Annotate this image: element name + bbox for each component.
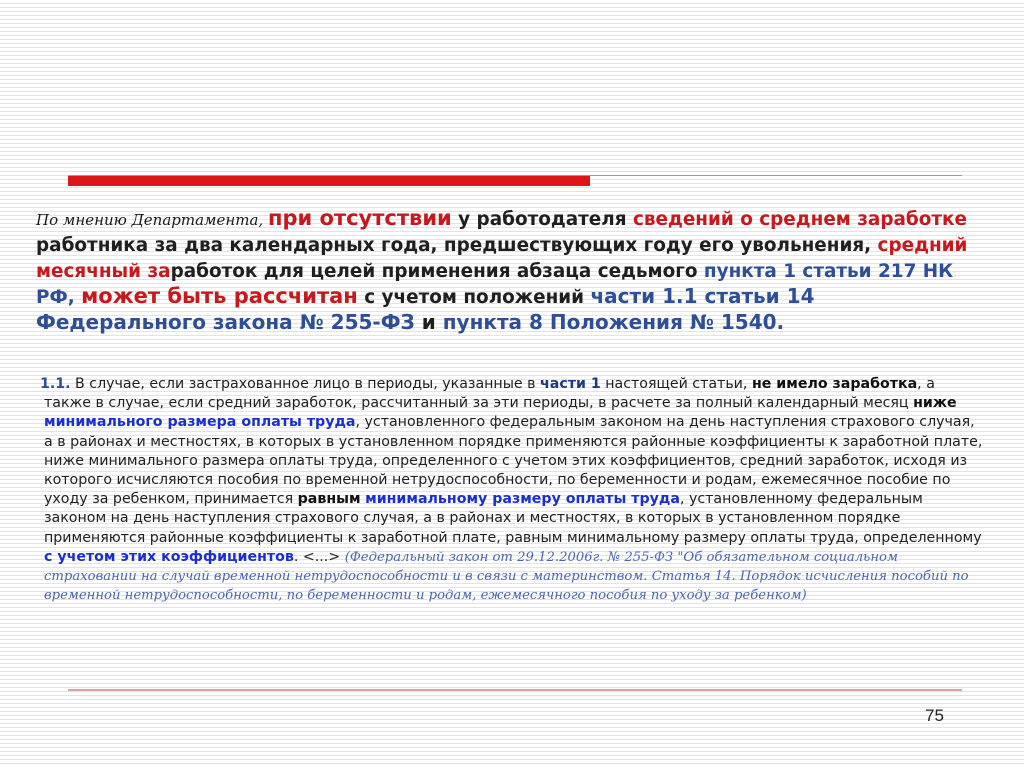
text-run-blue-big: части 1.1 статьи 14 Федерального закона № 255-ФЗ: [36, 283, 815, 335]
text-run-src: (Федеральный закон от 29.12.2006г. № 255-ФЗ "Об обязательном социальном страховании на случай временной нетрудоспособности и в связи с материнством. Статья 14. Порядок исчисления пособий по временной нетрудоспособности, по беременности и родам, ежемесячного пособия по уходу за ребенком): [44, 549, 969, 604]
text-run-normal: настоящей статьи,: [600, 376, 752, 392]
text-run-normal: у работодателя: [451, 209, 633, 230]
text-run-blue: с учетом этих коэффициентов: [44, 548, 294, 565]
text-run-red-big: может быть рассчитан: [81, 283, 358, 308]
law-quote-paragraph: [40, 375, 984, 605]
text-run-normal: работника за два календарных года, предшествующих году его увольнения,: [36, 235, 878, 257]
text-run-intro: По мнению Департамента,: [36, 211, 268, 229]
text-run-normal: , а также в случае, если средний заработок, рассчитанный за эти периоды, в расчете за полный календарный месяц: [44, 376, 935, 412]
text-run-normal: , установленного федеральным законом на день наступления страхового случая, а в районах и местностях, в которых в установленном порядке применяются районные коэффициенты к заработной плате, ниже минимального размера оплаты труда, определенного с учетом этих коэффициентов, средний заработок, исходя из которого исчисляются пособия по временной нетрудоспособности, по беременности и родам, ежемесячное пособие по уходу за ребенком, принимается: [44, 414, 983, 508]
text-run-navy: части 1: [540, 376, 601, 392]
text-run-red-big: при отсутствии: [267, 206, 452, 230]
footer-divider-line: [68, 689, 962, 691]
text-run-normal: с учетом положений: [357, 286, 591, 308]
text-run-red: средний месячный за: [36, 235, 968, 282]
text-run-num: 1.1.: [40, 376, 71, 392]
text-run-b: не имело заработка: [751, 376, 918, 392]
header-accent-bar: [68, 176, 590, 186]
text-run-b: ниже: [913, 395, 957, 412]
text-run-normal: . <...>: [293, 548, 345, 565]
text-run-normal: , установленному федеральным законом на день наступления страхового случая, а в районах и местностях, в которых в установленном порядке применяются районные коэффициенты к заработной плате, равным минимальному размеру оплаты труда, определенному: [44, 491, 982, 546]
text-run-blue: минимальному размеру оплаты труда: [365, 491, 680, 508]
text-run-b: равным: [297, 491, 361, 508]
text-run-blue-big: пункта 8 Положения № 1540.: [442, 310, 785, 335]
text-run-blue: минимального размера оплаты труда: [44, 414, 356, 431]
text-run-big: и: [414, 310, 443, 335]
text-run-blue: пункта 1 статьи 217 НК РФ,: [36, 260, 954, 308]
text-run-normal: работок для целей применения абзаца седьмого: [170, 260, 704, 282]
text-run-red: сведений о среднем заработке: [632, 209, 967, 230]
page-number: 75: [925, 706, 944, 725]
department-opinion-paragraph: [36, 206, 968, 336]
text-run-normal: В случае, если застрахованное лицо в периоды, указанные в: [70, 376, 541, 392]
